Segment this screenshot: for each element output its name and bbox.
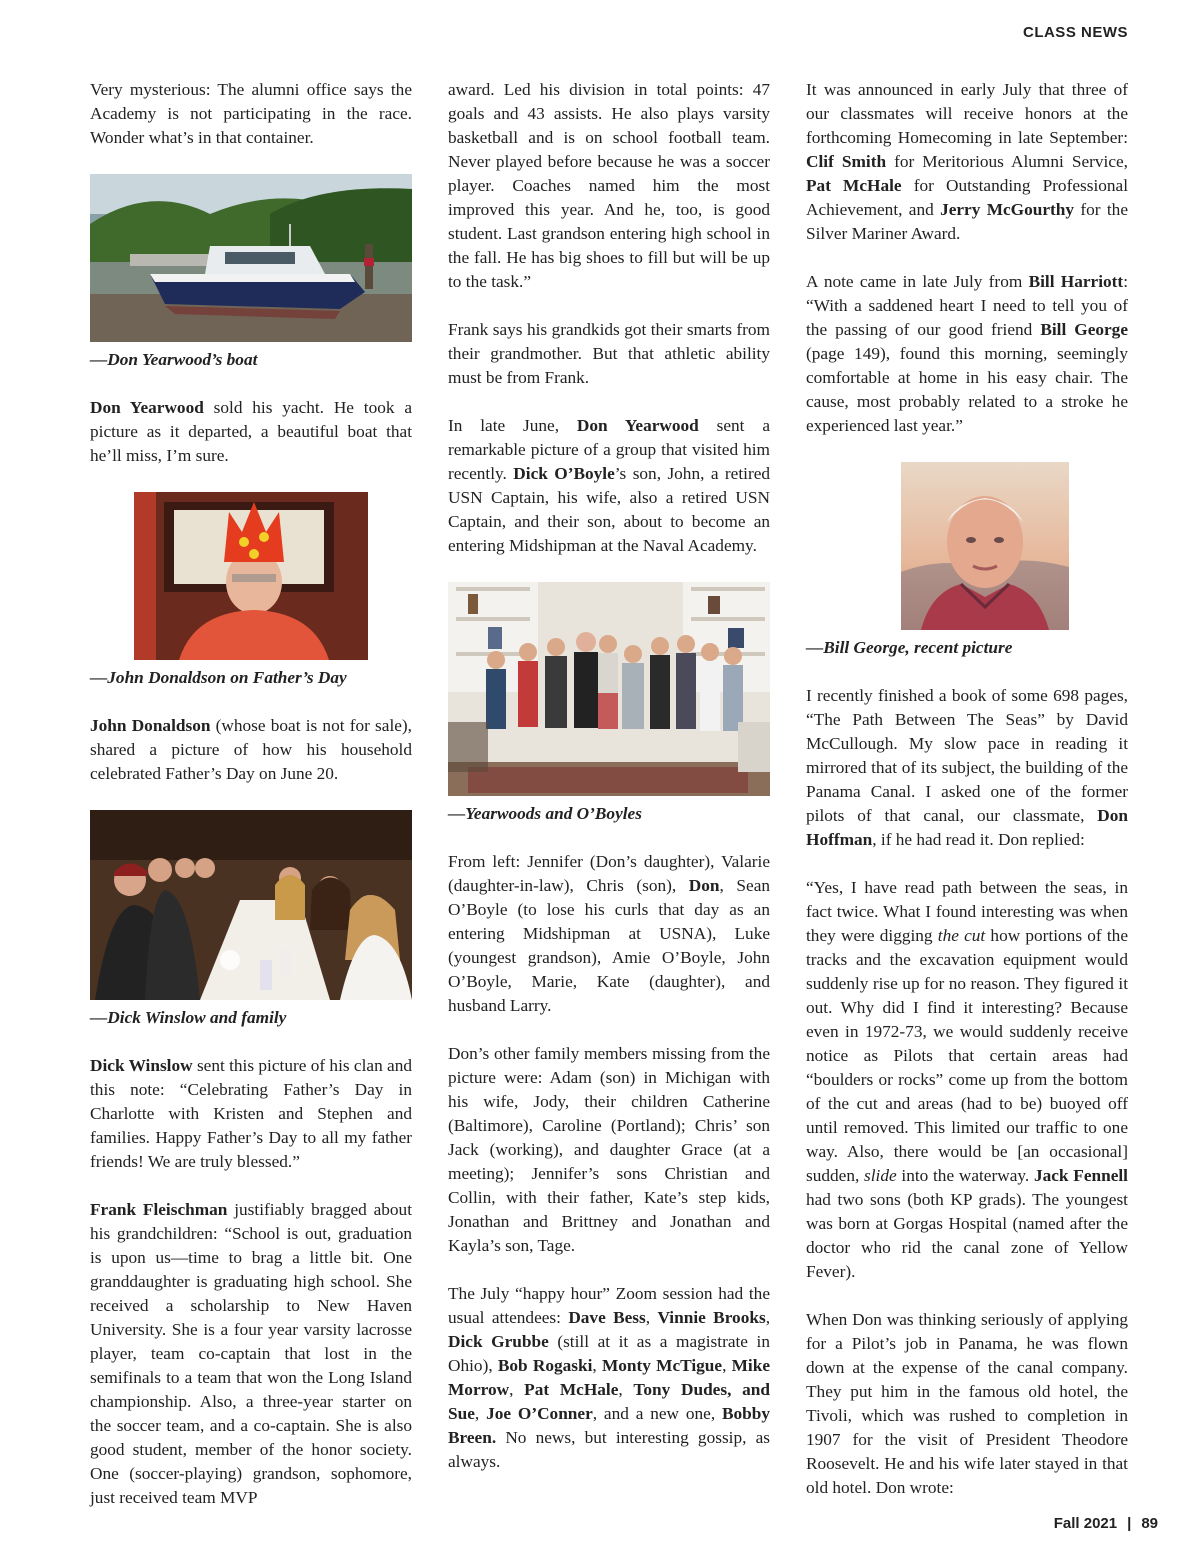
column-3 — [806, 78, 1128, 1524]
smarts-paragraph: Frank says his grandkids got their smarts from their grandmother. But that athletic ability must be from Frank. — [448, 320, 770, 387]
page-number: 89 — [1141, 1515, 1158, 1532]
donaldson-paragraph: John Donaldson (whose boat is not for sale), shared a picture of how his household celebrated Father’s Day on June 20. — [90, 716, 412, 783]
book-paragraph: I recently finished a book of some 698 pages, “The Path Between The Seas” by David McCullough. My slow pace in reading it mirrored that of its subject, the building of the Panama Canal. I asked one of the former pilots of that canal, our classmate, Don Hoffman, if he had read it. Don replied: — [806, 686, 1128, 849]
group-photo — [448, 582, 770, 796]
issue-label: Fall 2021 — [1053, 1515, 1118, 1532]
award-paragraph: award. Led his division in total points: 47 goals and 43 assists. He also plays varsity basketball and is on school football team. Never played before because he was a soccer player. Coaches named him the most improved this year. And he, too, is good student. Last grandson entering high school in the fall. He has big shoes to fill but will be up to the task.” — [448, 80, 770, 291]
donaldson-photo — [134, 492, 368, 660]
boat-photo — [90, 174, 412, 342]
pilot-paragraph: When Don was thinking seriously of applying for a Pilot’s job in Panama, he was flown down at the expense of the canal company. They put him in the famous old hotel, the Tivoli, which was rushed to completion in 1907 for the visit of President Theodore Roosevelt. He and his wife later stayed in that old hotel. Don wrote: — [806, 1310, 1128, 1497]
boat-caption: —Don Yearwood’s boat — [90, 350, 258, 369]
zoom-paragraph: The July “happy hour” Zoom session had the usual attendees: Dave Bess, Vinnie Brooks, Dick Grubbe (still at it as a magistrate in Ohio), Bob Rogaski, Monty McTigue, Mike Morrow, Pat McHale, Tony Dudes, and Sue, Joe O’Conner, and a new one, Bobby Breen. No news, but interesting gossip, as always. — [448, 1284, 771, 1471]
page-footer — [1054, 1515, 1158, 1532]
donaldson-caption: —John Donaldson on Father’s Day — [90, 668, 347, 687]
winslow-paragraph: Dick Winslow sent this picture of his clan and this note: “Celebrating Father’s Day in Charlotte with Kristen and Stephen and families. Happy Father’s Day to all my father friends! We are truly blessed.” — [90, 1056, 412, 1171]
column-1 — [90, 78, 412, 1534]
fromleft-paragraph: From left: Jennifer (Don’s daughter), Valarie (daughter-in-law), Chris (son), Don, Sean O’Boyle (to lose his curls that day as an entering Midshipman at USNA), Luke (youngest grandson), Amie O’Boyle, John O’Boyle, Marie, Kate (daughter), and husband Larry. — [448, 852, 770, 1015]
group-caption: —Yearwoods and O’Boyles — [448, 804, 642, 823]
yearwood-name: Don Yearwood — [90, 398, 204, 417]
yearwood-paragraph: Don Yearwood sold his yacht. He took a picture as it departed, a beautiful boat that he’ll miss, I’m sure. — [90, 398, 412, 465]
winslow-name: Dick Winslow — [90, 1056, 193, 1075]
section-header: CLASS NEWS — [1022, 24, 1128, 41]
winslow-photo — [90, 810, 412, 1000]
footer-separator: | — [1127, 1515, 1132, 1532]
intro-paragraph: Very mysterious: The alumni office says the Academy is not participating in the race. Wonder what’s in that container. — [90, 80, 412, 147]
column-2 — [448, 78, 770, 1498]
june-paragraph: In late June, Don Yearwood sent a remarkable picture of a group that visited him recently. Dick O’Boyle’s son, John, a retired USN Captain, his wife, also a retired USN Captain, and their son, about to become an entering Midshipman at the Naval Academy. — [448, 416, 771, 555]
donaldson-name: John Donaldson — [90, 716, 211, 735]
fleischman-paragraph: Frank Fleischman justifiably bragged about his grandchildren: “School is out, graduation is upon us—time to brag a little bit. One granddaughter is graduating high school. She received a scholarship to New Haven University. She is a four year varsity lacrosse player, team co-captain that lost in the semifinals to a team that won the Long Island championship. Also, a three-year starter on the soccer team, and a co-captain. She is also good student, member of the honor society. One (soccer-playing) grandson, sophomore, just received team MVP — [90, 1200, 412, 1507]
fleischman-name: Frank Fleischman — [90, 1200, 228, 1219]
george-photo — [901, 462, 1069, 630]
missing-paragraph: Don’s other family members missing from the picture were: Adam (son) in Michigan with his wife, Jody, their children Catherine (Baltimore), Caroline (Portland); Chris’ son Jack (working), and daughter Grace (at a meeting); Jennifer’s sons Christian and Collin, with their father, Kate’s step kids, Jonathan and Brittney and Jonathan and Kayla’s son, Tage. — [448, 1044, 770, 1255]
george-caption: —Bill George, recent picture — [806, 638, 1013, 657]
harriott-paragraph: A note came in late July from Bill Harriott: “With a saddened heart I need to tell you of the passing of our good friend Bill George (page 149), found this morning, seemingly comfortable at home in his easy chair. The cause, most probably related to a stroke he experienced last year.” — [806, 272, 1128, 435]
winslow-caption: —Dick Winslow and family — [90, 1008, 287, 1027]
reply-paragraph: “Yes, I have read path between the seas, in fact twice. What I found interesting was when they were digging the cut how portions of the tracks and the excavation equipment would suddenly rise up for no reason. They figured it out. Why did I find it interesting? Because even in 1972-73, we would suddenly receive notice as Pilots that certain areas had “boulders or rocks” come up from the bottom of the cut and areas (had to be) buoyed off until removed. This limited our traffic to one way. Also, there would be [an occasional] sudden, slide into the waterway. Jack Fennell had two sons (both KP grads). The youngest was born at Gorgas Hospital (named after the doctor who rid the canal zone of Yellow Fever). — [806, 878, 1128, 1281]
honors-paragraph: It was announced in early July that three of our classmates will receive honors at the forthcoming Homecoming in late September: Clif Smith for Meritorious Alumni Service, Pat McHale for Outstanding Professional Achievement, and Jerry McGourthy for the Silver Mariner Award. — [806, 80, 1129, 243]
